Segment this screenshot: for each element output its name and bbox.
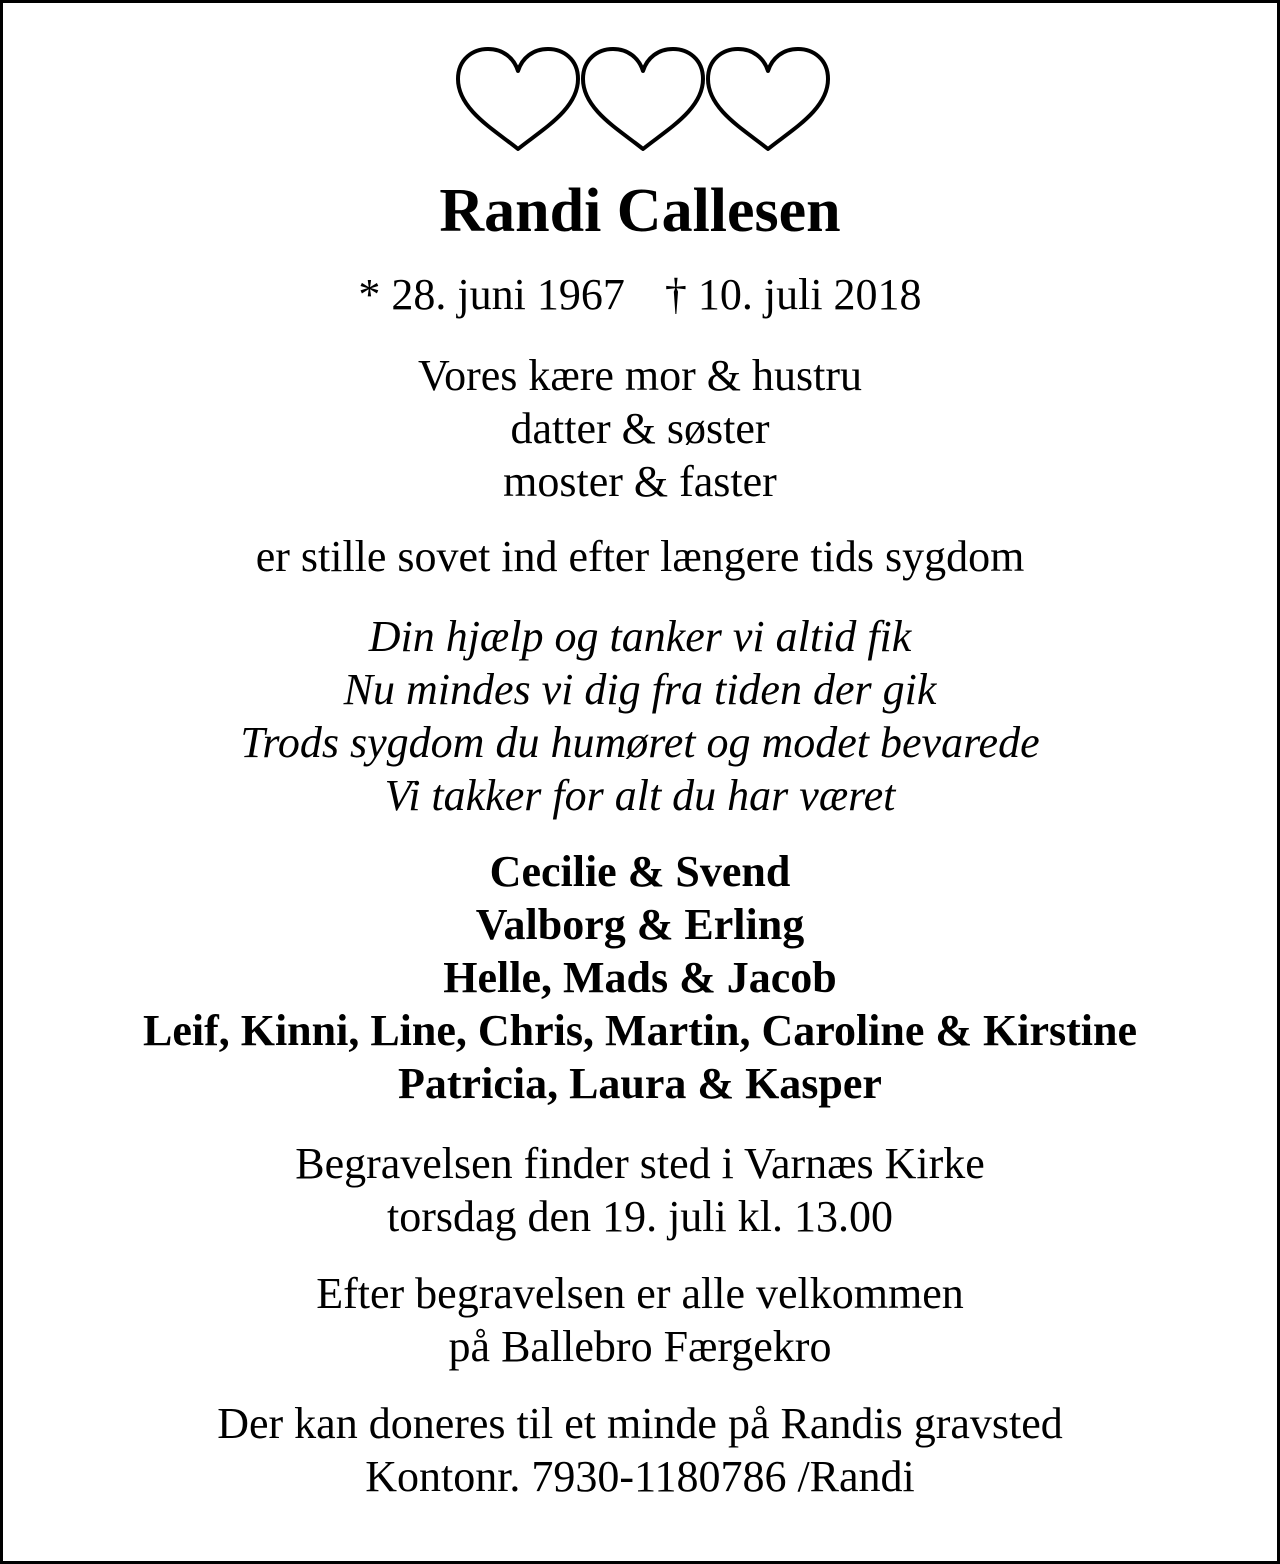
- funeral-info: [3, 1137, 1277, 1243]
- poem-line: Vi takker for alt du har været: [384, 771, 896, 820]
- relations-block: [3, 349, 1277, 508]
- relation-line: Vores kære mor & hustru: [417, 351, 863, 400]
- poem-line: Din hjælp og tanker vi altid fik: [368, 612, 912, 661]
- relation-line: datter & søster: [510, 404, 770, 453]
- linked-hearts-icon: [443, 41, 843, 151]
- reception-line: på Ballebro Færgekro: [448, 1322, 832, 1371]
- poem-line: Trods sygdom du humøret og modet bevarede: [240, 718, 1040, 767]
- reception-line: Efter begravelsen er alle velkommen: [316, 1269, 964, 1318]
- family-line: Patricia, Laura & Kasper: [398, 1059, 882, 1108]
- death-date: † 10. juli 2018: [664, 270, 922, 319]
- birth-date: * 28. juni 1967: [358, 270, 625, 319]
- donation-line: Kontonr. 7930-1180786 /Randi: [365, 1452, 915, 1501]
- donation-line: Der kan doneres til et minde på Randis gravsted: [217, 1399, 1063, 1448]
- family-line: Cecilie & Svend: [489, 847, 791, 896]
- family-signatures: [3, 845, 1277, 1110]
- family-line: Leif, Kinni, Line, Chris, Martin, Caroline & Kirstine: [142, 1006, 1138, 1055]
- memorial-poem: [3, 610, 1277, 822]
- donation-info: [3, 1397, 1277, 1503]
- funeral-line: Begravelsen finder sted i Varnæs Kirke: [295, 1139, 985, 1188]
- relation-line: moster & faster: [503, 457, 777, 506]
- poem-line: Nu mindes vi dig fra tiden der gik: [343, 665, 937, 714]
- reception-info: [3, 1267, 1277, 1373]
- life-dates: [3, 268, 1277, 322]
- funeral-line: torsdag den 19. juli kl. 13.00: [387, 1192, 893, 1241]
- deceased-name: Randi Callesen: [439, 177, 841, 245]
- family-line: Helle, Mads & Jacob: [443, 953, 837, 1002]
- passing-text: er stille sovet ind efter længere tids sygdom: [255, 532, 1025, 581]
- family-line: Valborg & Erling: [475, 900, 805, 949]
